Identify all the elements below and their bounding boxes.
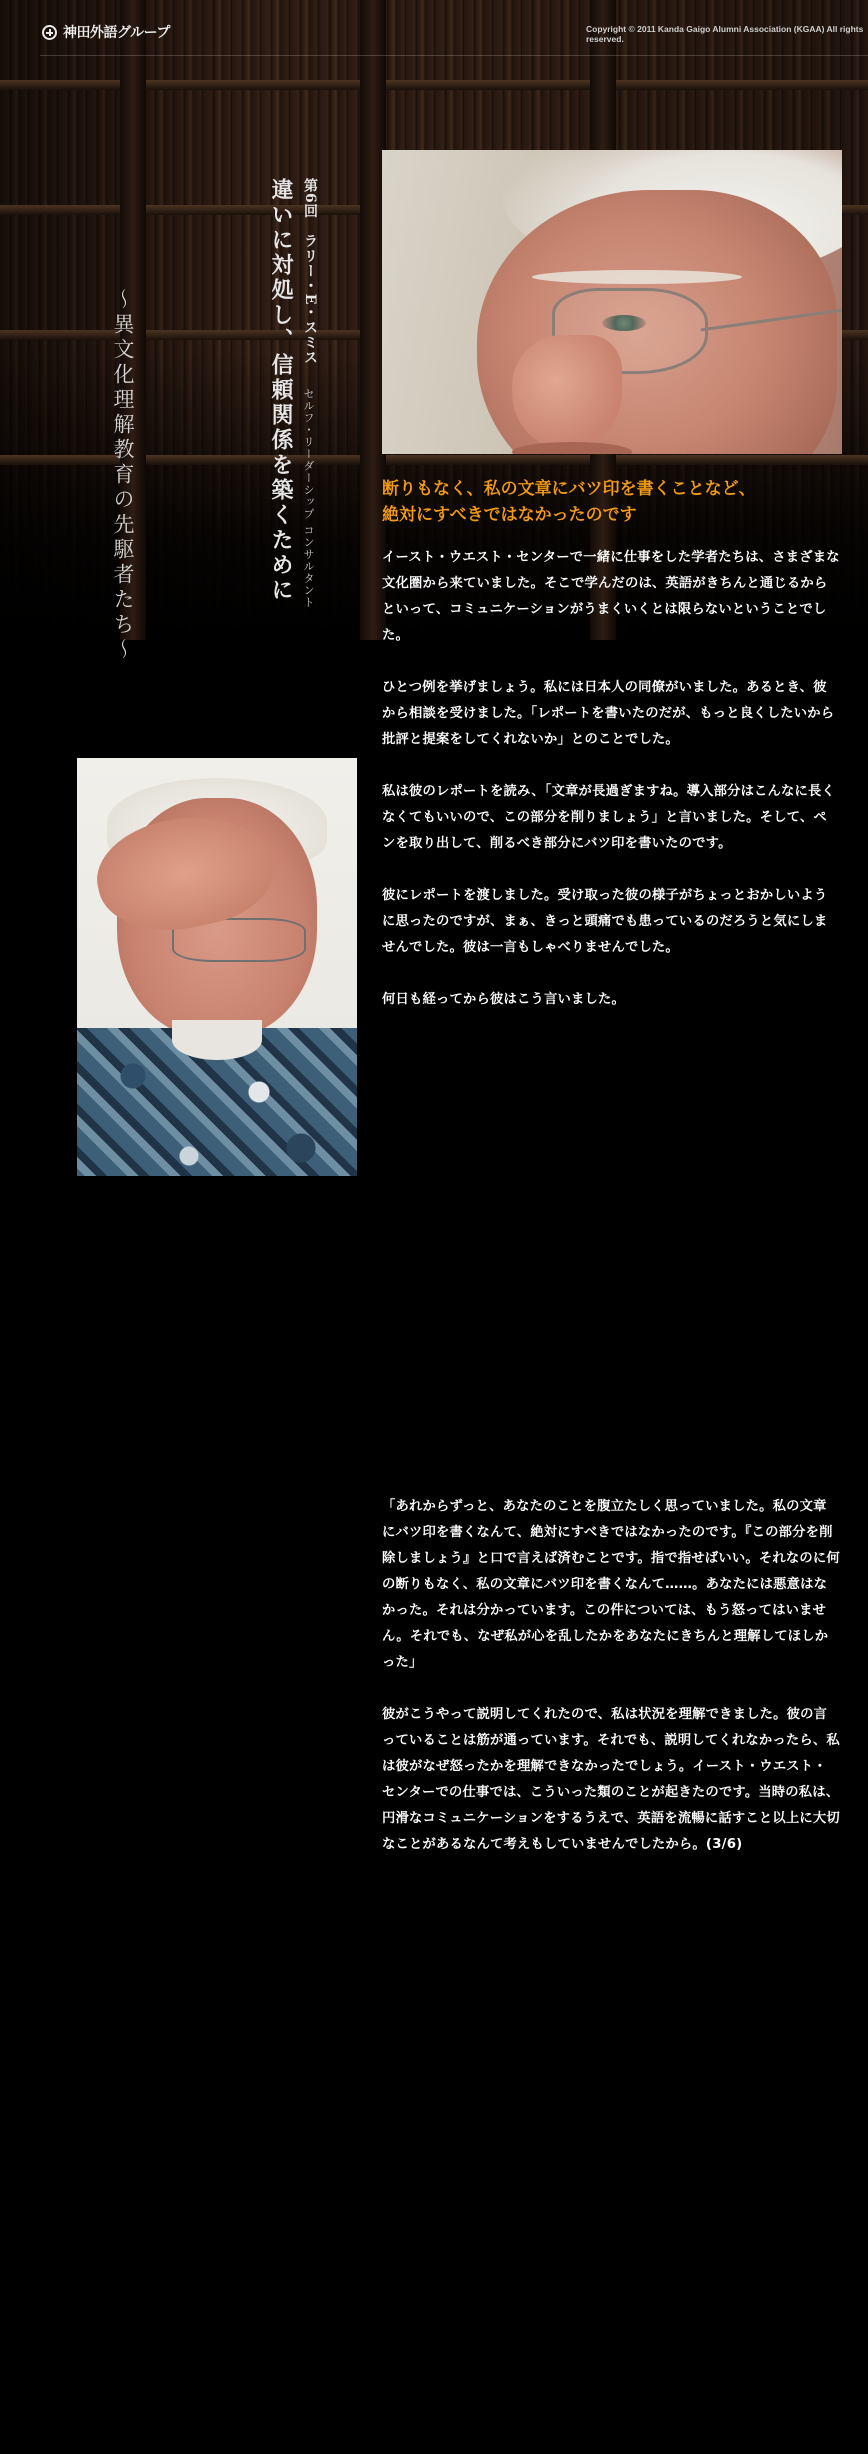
paragraph: 彼がこうやって説明してくれたので、私は状況を理解できました。彼の言っていることは筋が通っています。それでも、説明してくれなかったら、私は彼がなぜ怒ったかを理解できなかったでしょう。イースト・ウエスト・センターでの仕事では、こういった類のことが起きたのです。当時の私は、円滑なコミュニケーションをするうえで、英語を流暢に話すこと以上に大切なことがあるなんて考えもしていませんでしたから。(3/6) xyxy=(382,1707,840,1852)
paragraph: 私は彼のレポートを読み、「文章が長過ぎますね。導入部分はこんなに長くなくてもいいので、この部分を削りましょう」と言いました。そして、ペンを取り出して、削るべき部分にバツ印を書いたのです。 xyxy=(382,784,836,851)
logo-text: 神田外語グループ xyxy=(63,25,170,41)
episode-label: 第6回 ラリー・E・スミス xyxy=(302,178,318,366)
paragraph: ひとつ例を挙げましょう。私には日本人の同僚がいました。あるとき、彼から相談を受けました。「レポートを書いたのだが、もっと良くしたいから批評と提案をしてくれないか」とのことでした。 xyxy=(382,680,835,747)
series-title: 〜異文化理解教育の先駆者たち〜 xyxy=(111,288,135,663)
headline-line-1: 断りもなく、私の文章にバツ印を書くことなど、 xyxy=(382,479,756,499)
article-title: 違いに対処し、信頼関係を築くために xyxy=(268,178,294,603)
paragraph: 何日も経ってから彼はこう言いました。 xyxy=(382,992,625,1007)
author-role: セルフ・リーダーシップ コンサルタント xyxy=(302,388,315,609)
portrait-photo-head-in-hand xyxy=(77,758,357,1176)
article-body-bottom xyxy=(382,1494,840,1884)
copyright-notice: Copyright © 2011 Kanda Gaigo Alumni Association (KGAA) All rights reserved. xyxy=(586,24,864,44)
portrait-photo-closeup xyxy=(382,150,842,454)
paragraph: 「あれからずっと、あなたのことを腹立たしく思っていました。私の文章にバツ印を書くなんて、絶対にすべきではなかったのです。『この部分を削除しましょう』と口で言えば済むことです。指で指せばいい。それなのに何の断りもなく、私の文章にバツ印を書くなんて……。あなたには悪意はなかった。それは分かっています。この件については、もう怒ってはいません。それでも、なぜ私が心を乱したかをあなたにきちんと理解してほしかった」 xyxy=(382,1499,840,1670)
article-headline xyxy=(382,476,822,528)
site-logo[interactable] xyxy=(42,22,170,42)
logo-mark-icon xyxy=(42,25,57,40)
paragraph: 彼にレポートを渡しました。受け取った彼の様子がちょっとおかしいように思ったのですが、まぁ、きっと頭痛でも患っているのだろうと気にしませんでした。彼は一言もしゃべりませんでした。 xyxy=(382,888,828,955)
header-divider xyxy=(40,55,868,56)
headline-line-2: 絶対にすべきではなかったのです xyxy=(382,505,637,525)
article-body-top xyxy=(382,545,840,1039)
paragraph: イースト・ウエスト・センターで一緒に仕事をした学者たちは、さまざまな文化圏から来ていました。そこで学んだのは、英語がきちんと通じるからといって、コミュニケーションがうまくいくとは限らないということでした。 xyxy=(382,550,840,643)
